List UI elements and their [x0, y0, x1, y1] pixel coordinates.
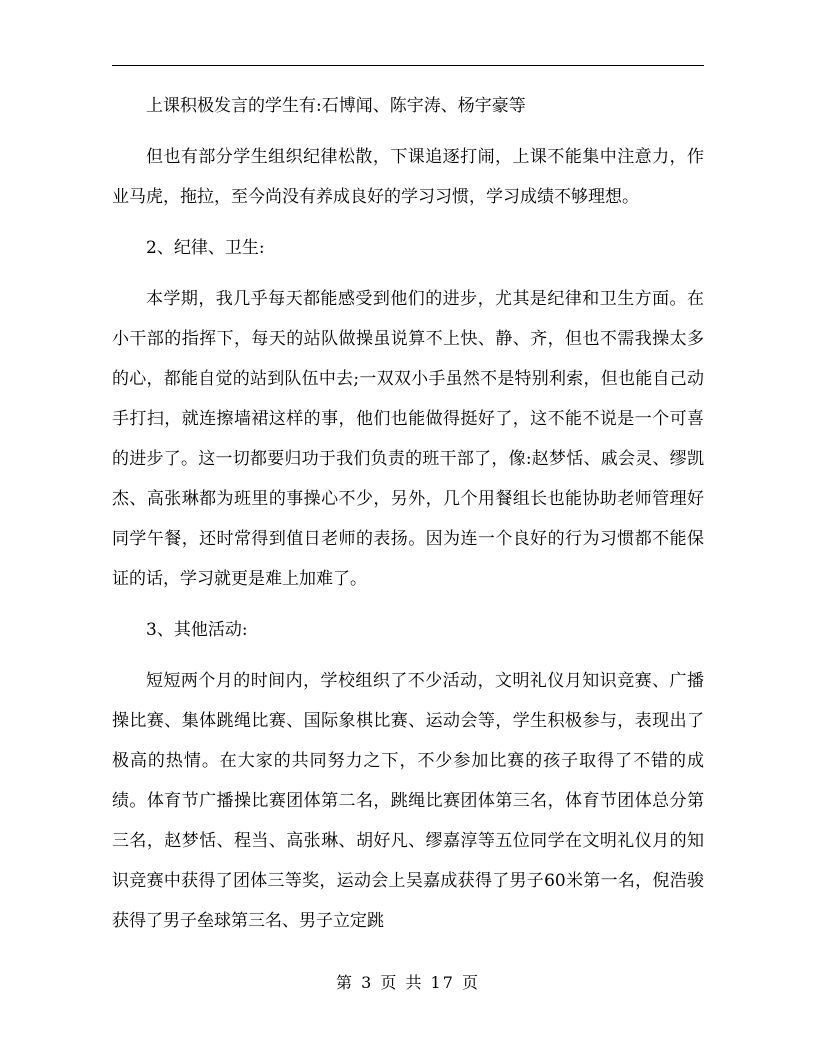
- section-heading-discipline-hygiene: 2、纪律、卫生:: [146, 238, 265, 258]
- paragraph-active-students: 上课积极发言的学生有:石博闻、陈宇涛、杨宇豪等: [146, 96, 526, 116]
- paragraph-discipline-progress: 本学期，我几乎每天都能感受到他们的进步，尤其是纪律和卫生方面。在小干部的指挥下，每天的站队做操虽说算不上快、静、齐，但也不需我操太多的心，都能自觉的站到队伍中去;一双双小手虽然不是特别利索，但也能自己动手打扫，就连擦墙裙这样的事，他们也能做得挺好了，这不能不说是一个可喜的进步了。这一切都要归功于我们负责的班干部了，像:赵梦恬、戚会灵、缪凯杰、高张琳都为班里的事操心不少，另外，几个用餐组长也能协助老师管理好同学午餐，还时常得到值日老师的表扬。因为连一个良好的行为习惯都不能保证的话，学习就更是难上加难了。: [112, 289, 704, 589]
- header-rule: [112, 65, 704, 66]
- page-number-footer: 第 3 页 共 17 页: [336, 973, 480, 992]
- paragraph-discipline-issues: 但也有部分学生组织纪律松散，下课追逐打闹，上课不能集中注意力，作业马虎，拖拉，至今尚没有养成良好的学习习惯，学习成绩不够理想。: [112, 147, 704, 207]
- paragraph-activities: 短短两个月的时间内，学校组织了不少活动，文明礼仪月知识竞赛、广播操比赛、集体跳绳比赛、国际象棋比赛、运动会等，学生积极参与，表现出了极高的热情。在大家的共同努力之下，不少参加比赛的孩子取得了不错的成绩。体育节广播操比赛团体第二名，跳绳比赛团体第三名，体育节团体总分第三名，赵梦恬、程当、高张琳、胡好凡、缪嘉淳等五位同学在文明礼仪月的知识竞赛中获得了团体三等奖，运动会上吴嘉成获得了男子60米第一名，倪浩骏获得了男子垒球第三名、男子立定跳: [112, 671, 704, 931]
- section-heading-other-activities: 3、其他活动:: [146, 620, 248, 640]
- document-body: [112, 86, 704, 952]
